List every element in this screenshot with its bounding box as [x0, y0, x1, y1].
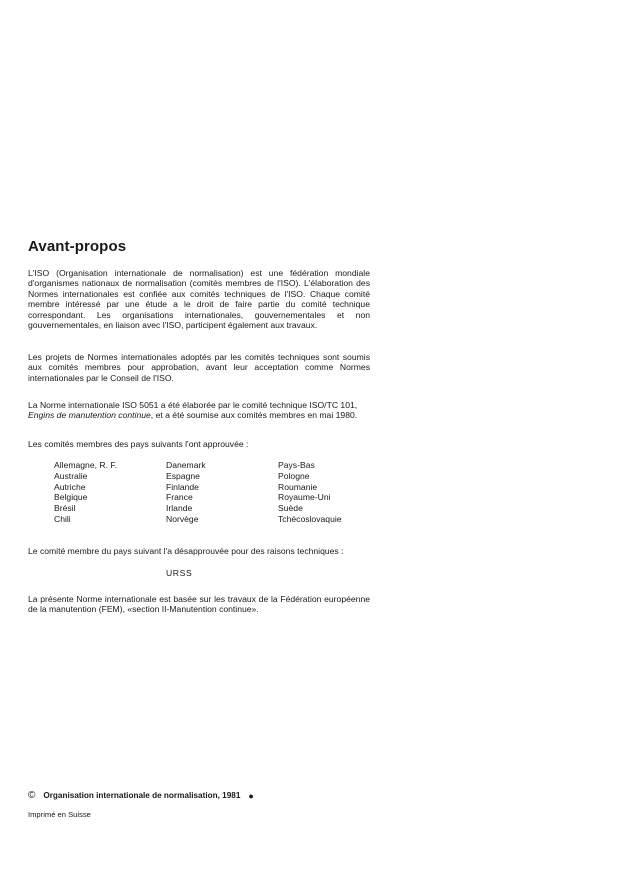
disapproving-country: URSS [166, 568, 193, 578]
paragraph-projects: Les projets de Normes internationales adoptés par les comités techniques sont soumis aux comités membres pour approbation, avant leur acceptation comme Normes internationales par le Conseil de l'ISO. [28, 352, 370, 383]
adoption-suffix: , et a été soumise aux comités membres en mai 1980. [150, 410, 358, 421]
copyright-line [28, 790, 254, 801]
country-item: Allemagne, R. F. [54, 460, 118, 470]
country-item: Roumanie [278, 481, 318, 492]
country-column [166, 460, 278, 525]
disapproved-intro: Le comité membre du pays suivant l'a désapprouvée pour des raisons techniques : [28, 546, 344, 556]
paragraph-adoption [28, 400, 370, 421]
copyright-icon: © [28, 790, 36, 801]
country-item: Danemark [166, 460, 206, 470]
paragraph-basis: La présente Norme internationale est basée sur les travaux de la Fédération européenne de la manutention (FEM), «section II-Manutention continue». [28, 594, 370, 615]
printed-in: Imprimé en Suisse [28, 810, 91, 819]
country-item: Brésil [54, 503, 76, 514]
country-item: France [166, 492, 193, 503]
adoption-prefix: La Norme internationale ISO 5051 a été élaborée par le comité technique ISO/TC 101, [28, 400, 358, 410]
country-item: Belgique [54, 492, 88, 503]
approved-intro: Les comités membres des pays suivants l'ont approuvée : [28, 439, 249, 449]
country-item: Pays-Bas [278, 460, 315, 470]
country-column [278, 460, 398, 525]
bullet-icon: ● [248, 790, 254, 801]
country-item: Norvège [166, 513, 199, 524]
country-item: Chili [54, 513, 71, 524]
country-item: Autriche [54, 481, 86, 492]
approving-countries-list [54, 460, 398, 525]
country-item: Espagne [166, 470, 200, 481]
country-item: Tchécoslovaquie [278, 513, 342, 524]
paragraph-iso-intro: L'ISO (Organisation internationale de normalisation) est une fédération mondiale d'organismes nationaux de normalisation (comités membres de l'ISO). L'élaboration des Normes internationales est confiée aux comités techniques de l'ISO. Chaque comité membre intéressé par une étude a le droit de faire partie du comité technique correspondant. Les organisations internationales, gouvernementales et non gouvernementales, en liaison avec l'ISO, participent également aux travaux. [28, 268, 370, 331]
country-item: Finlande [166, 481, 199, 492]
country-item: Suède [278, 503, 303, 514]
country-item: Australie [54, 470, 88, 481]
country-item: Pologne [278, 470, 310, 481]
country-column [54, 460, 166, 525]
page-title: Avant-propos [28, 238, 127, 255]
country-item: Royaume-Uni [278, 492, 331, 503]
copyright-text: Organisation internationale de normalisation, 1981 [43, 791, 241, 800]
committee-name: Engins de manutention continue [28, 410, 151, 421]
country-item: Irlande [166, 503, 193, 514]
